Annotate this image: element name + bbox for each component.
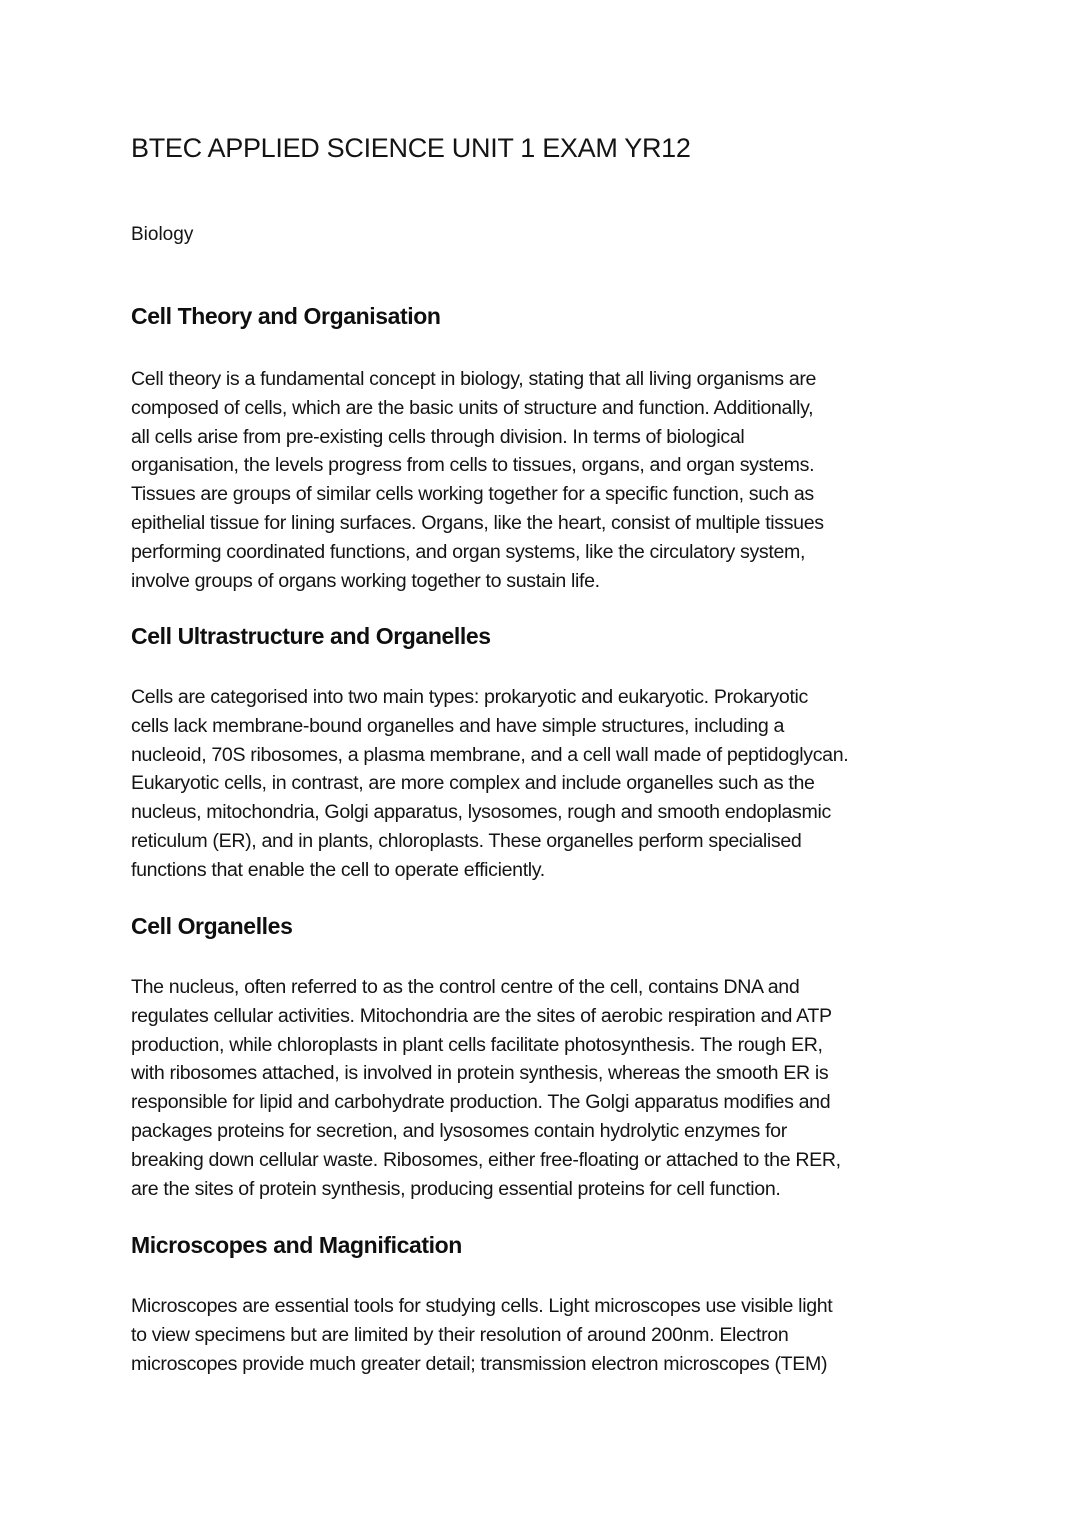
paragraph-line: Eukaryotic cells, in contrast, are more complex and include organelles such as the: [131, 772, 815, 795]
section-heading-cell-theory: Cell Theory and Organisation: [131, 303, 441, 329]
paragraph-line: with ribosomes attached, is involved in protein synthesis, whereas the smooth ER is: [131, 1062, 829, 1085]
subject-label: Biology: [131, 224, 194, 245]
paragraph-line: involve groups of organs working together to sustain life.: [131, 569, 600, 592]
paragraph-line: all cells arise from pre-existing cells through division. In terms of biological: [131, 425, 745, 448]
section-heading-cell-ultrastructure: Cell Ultrastructure and Organelles: [131, 623, 491, 649]
paragraph-line: reticulum (ER), and in plants, chloroplasts. These organelles perform specialised: [131, 829, 802, 852]
paragraph-line: are the sites of protein synthesis, producing essential proteins for cell function.: [131, 1177, 781, 1200]
section-heading-cell-organelles: Cell Organelles: [131, 913, 293, 939]
paragraph-line: Cell theory is a fundamental concept in biology, stating that all living organisms are: [131, 368, 817, 390]
section-body-microscopes: [131, 1292, 832, 1378]
paragraph-line: epithelial tissue for lining surfaces. Organs, like the heart, consist of multiple tissues: [131, 511, 824, 534]
section-body-cell-organelles: [131, 973, 841, 1203]
paragraph-line: Microscopes are essential tools for studying cells. Light microscopes use visible light: [131, 1295, 833, 1317]
paragraph-line: Cells are categorised into two main types: prokaryotic and eukaryotic. Prokaryotic: [131, 686, 808, 708]
paragraph-line: performing coordinated functions, and organ systems, like the circulatory system,: [131, 540, 806, 563]
paragraph-line: composed of cells, which are the basic units of structure and function. Additionally,: [131, 396, 814, 419]
paragraph-line: responsible for lipid and carbohydrate production. The Golgi apparatus modifies and: [131, 1091, 831, 1114]
paragraph-line: microscopes provide much greater detail; transmission electron microscopes (TEM): [131, 1352, 828, 1375]
paragraph-line: functions that enable the cell to operate efficiently.: [131, 858, 545, 881]
paragraph-line: production, while chloroplasts in plant cells facilitate photosynthesis. The rough ER,: [131, 1033, 823, 1056]
paragraph-line: regulates cellular activities. Mitochondria are the sites of aerobic respiration and ATP: [131, 1004, 832, 1027]
section-body-cell-theory: [131, 365, 824, 595]
document-title: BTEC APPLIED SCIENCE UNIT 1 EXAM YR12: [131, 133, 691, 163]
paragraph-line: organisation, the levels progress from cells to tissues, organs, and organ systems.: [131, 454, 815, 477]
paragraph-line: cells lack membrane-bound organelles and have simple structures, including a: [131, 714, 785, 737]
section-heading-microscopes: Microscopes and Magnification: [131, 1232, 462, 1258]
paragraph-line: breaking down cellular waste. Ribosomes, either free-floating or attached to the RER,: [131, 1148, 841, 1171]
paragraph-line: Tissues are groups of similar cells working together for a specific function, such as: [131, 483, 814, 506]
paragraph-line: nucleoid, 70S ribosomes, a plasma membrane, and a cell wall made of peptidoglycan.: [131, 743, 849, 766]
paragraph-line: packages proteins for secretion, and lysosomes contain hydrolytic enzymes for: [131, 1119, 787, 1142]
section-body-cell-ultrastructure: [131, 683, 848, 885]
paragraph-line: to view specimens but are limited by their resolution of around 200nm. Electron: [131, 1323, 789, 1346]
paragraph-line: nucleus, mitochondria, Golgi apparatus, lysosomes, rough and smooth endoplasmic: [131, 801, 831, 824]
paragraph-line: The nucleus, often referred to as the control centre of the cell, contains DNA and: [131, 976, 800, 998]
